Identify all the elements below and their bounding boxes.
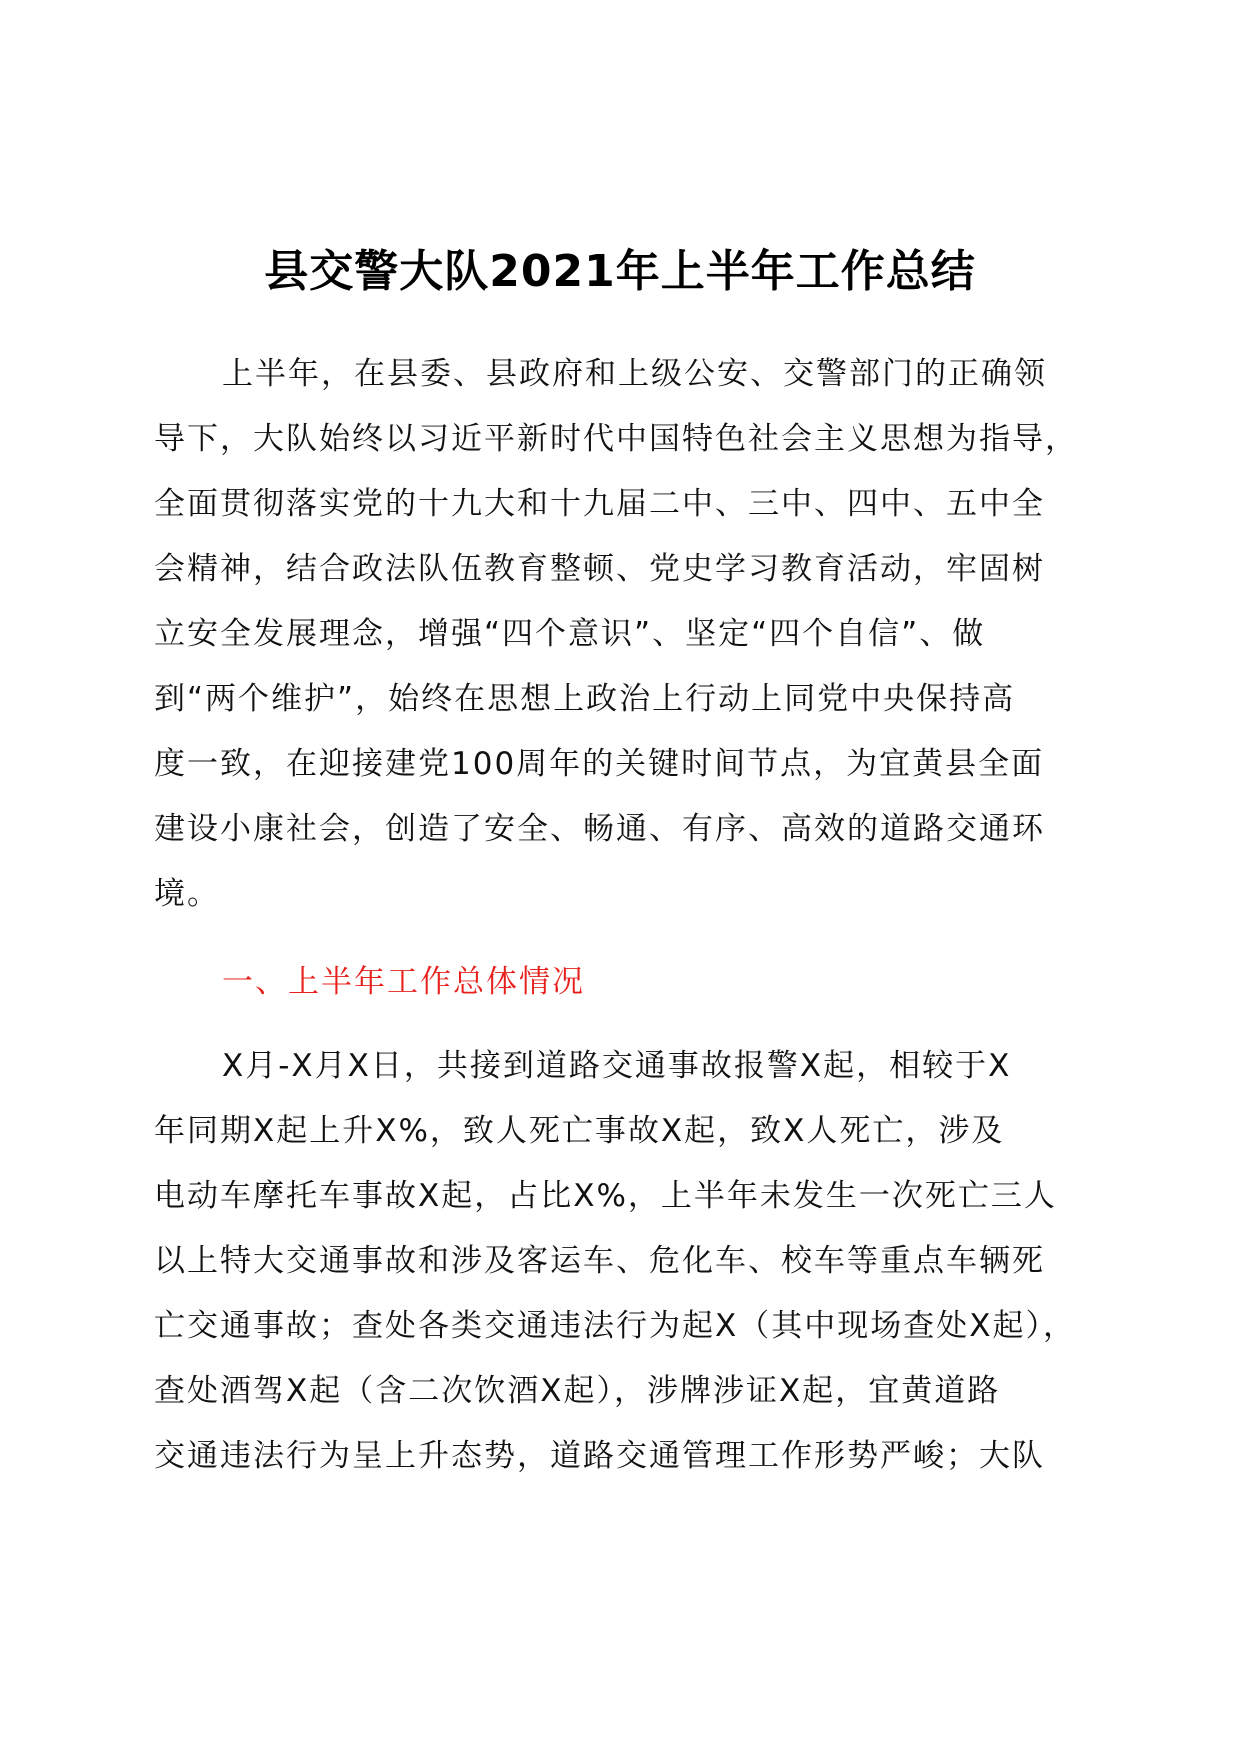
intro-line: 会精神，结合政法队伍教育整顿、党史学习教育活动，牢固树 <box>154 551 1045 587</box>
section-line: 查处酒驾X起（含二次饮酒X起），涉牌涉证X起，宜黄道路 <box>154 1373 1001 1409</box>
intro-paragraph <box>154 342 1094 927</box>
intro-line: 立安全发展理念，增强“四个意识”、坚定“四个自信”、做 <box>154 616 986 652</box>
intro-line: 导下，大队始终以习近平新时代中国特色社会主义思想为指导， <box>154 421 1078 457</box>
section-line: 年同期X起上升X%，致人死亡事故X起，致X人死亡，涉及 <box>154 1113 1005 1149</box>
intro-line: 建设小康社会，创造了安全、畅通、有序、高效的道路交通环 <box>154 811 1045 847</box>
section-line: X月-X月X日，共接到道路交通事故报警X起，相较于X <box>222 1048 1012 1084</box>
document-title: 县交警大队2021年上半年工作总结 <box>264 246 976 297</box>
section-line: 电动车摩托车事故X起，占比X%，上半年未发生一次死亡三人 <box>154 1178 1057 1214</box>
intro-line: 到“两个维护”，始终在思想上政治上行动上同党中央保持高 <box>154 681 1016 717</box>
intro-line: 全面贯彻落实党的十九大和十九届二中、三中、四中、五中全 <box>154 486 1045 522</box>
intro-line: 境。 <box>154 876 220 912</box>
intro-line: 上半年，在县委、县政府和上级公安、交警部门的正确领 <box>222 356 1047 392</box>
section-paragraph <box>154 1034 1094 1489</box>
section-line: 以上特大交通事故和涉及客运车、危化车、校车等重点车辆死 <box>154 1243 1045 1279</box>
section-line: 交通违法行为呈上升态势，道路交通管理工作形势严峻；大队 <box>154 1438 1045 1474</box>
section-line: 亡交通事故；查处各类交通违法行为起X（其中现场查处X起）， <box>154 1308 1076 1344</box>
section-heading: 一、上半年工作总体情况 <box>222 964 585 1000</box>
intro-line: 度一致，在迎接建党100周年的关键时间节点，为宜黄县全面 <box>154 746 1045 782</box>
